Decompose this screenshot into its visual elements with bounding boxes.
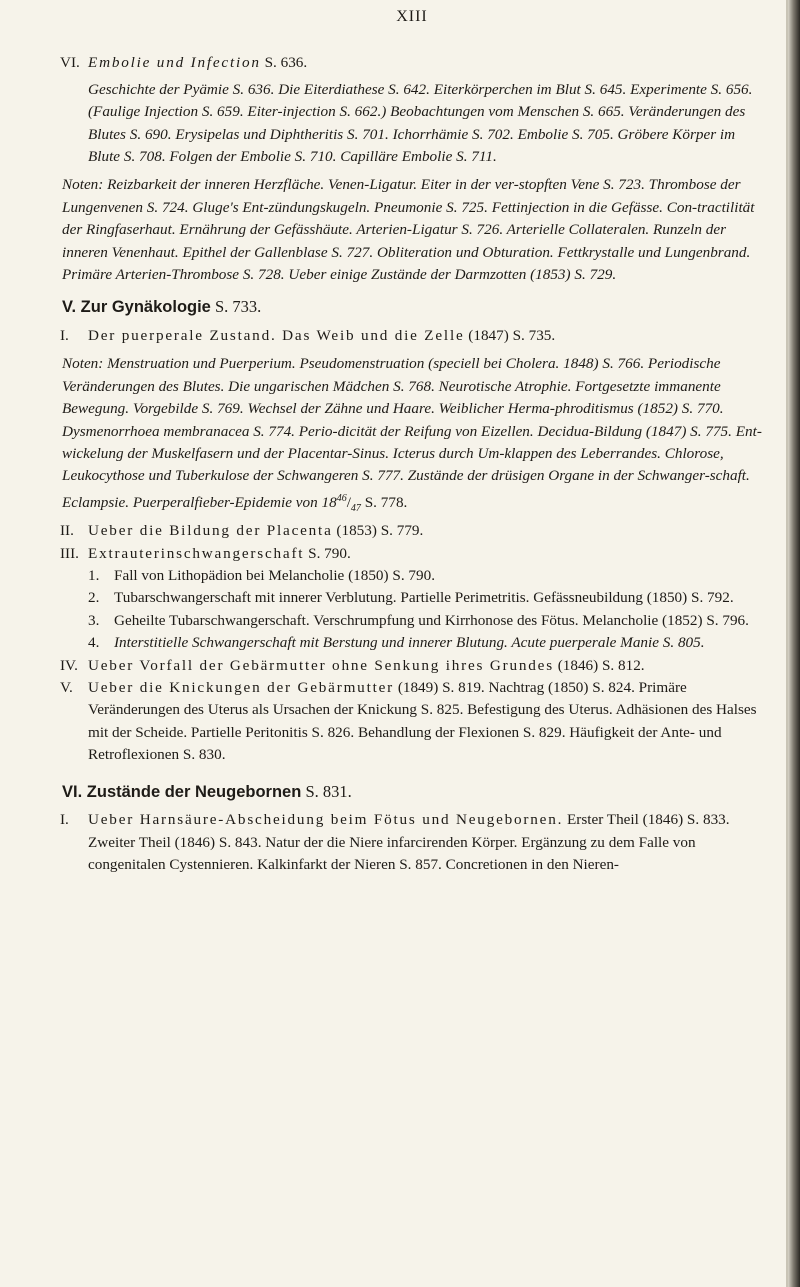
entry-rest: S. 790. [304, 544, 351, 562]
noten-label: Noten: [62, 176, 104, 194]
entry-v-iii [62, 543, 762, 655]
noten-tail: S. 778. [364, 493, 408, 511]
document-page [62, 6, 762, 876]
sub-entry-1 [88, 565, 762, 587]
section-contents: Geschichte der Pyämie S. 636. Die Eiterdiathese S. 642. Eiterkörperchen im Blut S. 645. Experimente S. 656. (Faulige Injection S. 659. Eiter-injection S. 662.) Beobachtungen vom Menschen S. 665. Veränderungen des Blutes S. 690. Erysipelas und Diphtheritis S. 701. Ichorrhämie S. 702. Embolie S. 705. Gröbere Körper im Blute S. 708. Folgen der Embolie S. 710. Capilläre Embolie S. 711. [88, 80, 753, 166]
fraction-sup: 46 [336, 492, 347, 504]
sub-text: Tubarschwangerschaft mit innerer Verblutung. Partielle Perimetritis. Gefässneubildung (1850) S. 792. [114, 589, 734, 607]
entry-rest: (1847) S. 735. [464, 326, 556, 344]
entry-v-iv [62, 655, 762, 677]
section-vi-embolie [62, 52, 762, 168]
book-spine-edge [788, 0, 800, 1287]
noten-text: Menstruation und Puerperium. Pseudomenstruation (speciell bei Cholera. 1848) S. 766. Periodische Veränderungen des Blutes. Die ungarischen Mädchen S. 768. Neurotische Atrophie. Fortgesetzte immanente Bewegung. Vorgebilde S. 769. Wechsel der Zähne und Haare. Weiblicher Herma-phroditismus (1852) S. 770. Dysmenorrhoea membranacea S. 774. Perio-dicität der Reifung von Eizellen. Decidua-Bildung (1847) S. 775. Ent-wickelung der Muskelfasern und der Placentar-Sinus. Icterus durch Um-klappen des Leberrandes. Chlorose, Leukocythose und Tuberkulose der Schwangeren S. 777. Zustände der drüsigen Organe in der Schwanger-schaft. Eclampsie. Puerperalfieber-Epidemie von 18 [62, 355, 762, 511]
entry-title: Ueber Vorfall der Gebärmutter ohne Senkung ihres Grundes [88, 656, 554, 674]
noten-block-2: Noten: Menstruation und Puerperium. Pseudomenstruation (speciell bei Cholera. 1848) S. 766. Periodische Veränderungen des Blutes. Die ungarischen Mädchen S. 768. Neurotische Atrophie. Fortgesetzte immanente Bewegung. Vorgebilde S. 769. Wechsel der Zähne und Haare. Weiblicher Herma-phroditismus (1852) S. 770. Dysmenorrhoea membranacea S. 774. Perio-dicität der Reifung von Eizellen. Decidua-Bildung (1847) S. 775. Ent-wickelung der Muskelfasern und der Placentar-Sinus. Icterus durch Um-klappen des Leberrandes. Chlorose, Leukocythose und Tuberkulose der Schwangeren S. 777. Zustände der drüsigen Organe in der Schwanger-schaft. Eclampsie. Puerperalfieber-Epidemie von $18^{46}/_{47}$ S. 778. [62, 355, 762, 514]
fraction-sub: 47 [350, 502, 361, 514]
sub-number: 3. [88, 611, 100, 629]
chapter-number: VI. [62, 782, 83, 801]
entry-v-ii [62, 520, 762, 542]
entry-rest: (1853) S. 779. [332, 522, 424, 540]
sub-number: 4. [88, 634, 100, 652]
entry-title: Ueber die Knickungen der Gebärmutter [88, 679, 395, 697]
entry-rest: (1849) S. 819. Nachtrag (1850) S. 824. Primäre Veränderungen des Uterus als Ursachen der Knickung S. 825. Befestigung des Uterus. Adhäsionen des Halses mit der Scheide. Partielle Peritonitis S. 826. Behandlung der Flexionen S. 829. Häufigkeit der Ante- und Retroflexionen S. 830. [88, 679, 757, 764]
entry-number: III. [60, 544, 79, 562]
entry-vi-i [62, 809, 762, 876]
sub-text: Interstitielle Schwangerschaft mit Berstung und innerer Blutung. Acute puerperale Manie S. 805. [114, 634, 705, 652]
entry-title: Extrauterinschwangerschaft [88, 544, 305, 562]
noten-block-1 [62, 174, 762, 286]
sub-entry-2 [88, 587, 762, 609]
entry-number: V. [60, 679, 73, 697]
sub-text: Geheilte Tubarschwangerschaft. Verschrumpfung und Kirrhonose des Fötus. Melancholie (1852) S. 796. [114, 611, 749, 629]
chapter-title: Zur Gynäkologie [80, 298, 211, 317]
sub-text: Fall von Lithopädion bei Melancholie (1850) S. 790. [114, 567, 435, 585]
entry-title: Ueber Harnsäure-Abscheidung beim Fötus und Neugebornen. [88, 811, 564, 829]
entry-v-i [62, 325, 762, 347]
chapter-page: S. 831. [301, 781, 352, 801]
entry-title: Ueber die Bildung der Placenta [88, 522, 333, 540]
sub-number: 2. [88, 589, 100, 607]
noten-label: Noten: [62, 355, 104, 373]
chapter-heading-gynaekologie [62, 296, 762, 318]
entry-number: IV. [60, 656, 78, 674]
section-page: S. 636. [260, 54, 308, 72]
chapter-page: S. 733. [210, 297, 262, 317]
chapter-heading-neugebornen [62, 781, 762, 803]
section-title: Embolie und Infection [88, 54, 261, 72]
chapter-title: Zustände der Neugebornen [86, 782, 302, 801]
entry-number: I. [60, 811, 69, 829]
sub-number: 1. [88, 567, 100, 585]
sub-entry-3 [88, 610, 762, 632]
entry-number: II. [60, 522, 74, 540]
sub-entry-4 [88, 632, 762, 654]
chapter-number: V. [62, 298, 77, 317]
entry-rest: Erster Theil (1846) S. 833. Zweiter Theil (1846) S. 843. Natur der die Niere infarcirenden Körper. Ergänzung zu dem Falle von congenitalen Cystennieren. Kalkinfarkt der Nieren S. 857. Concretionen in den Nieren- [88, 811, 730, 873]
section-number: VI. [60, 54, 80, 72]
entry-number: I. [60, 326, 69, 344]
entry-title: Der puerperale Zustand. Das Weib und die Zelle [88, 326, 465, 344]
entry-rest: (1846) S. 812. [553, 656, 645, 674]
page-number: XIII [396, 8, 428, 25]
entry-v-v [62, 677, 762, 767]
noten-text: Reizbarkeit der inneren Herzfläche. Venen-Ligatur. Eiter in der ver-stopften Vene S. 723. Thrombose der Lungenvenen S. 724. Gluge's Ent-zündungskugeln. Pneumonie S. 725. Fettinjection in die Gefässe. Con-tractilität der Ringfaserhaut. Ernährung der Gefässhäute. Arterien-Ligatur S. 726. Arterielle Collateralen. Runzeln der inneren Venenhaut. Epithel der Gallenblase S. 727. Obliteration und Obturation. Fettkrystalle und Lungenbrand. Primäre Arterien-Thrombose S. 728. Ueber einige Zustände der Darmzotten (1853) S. 729. [62, 176, 755, 284]
